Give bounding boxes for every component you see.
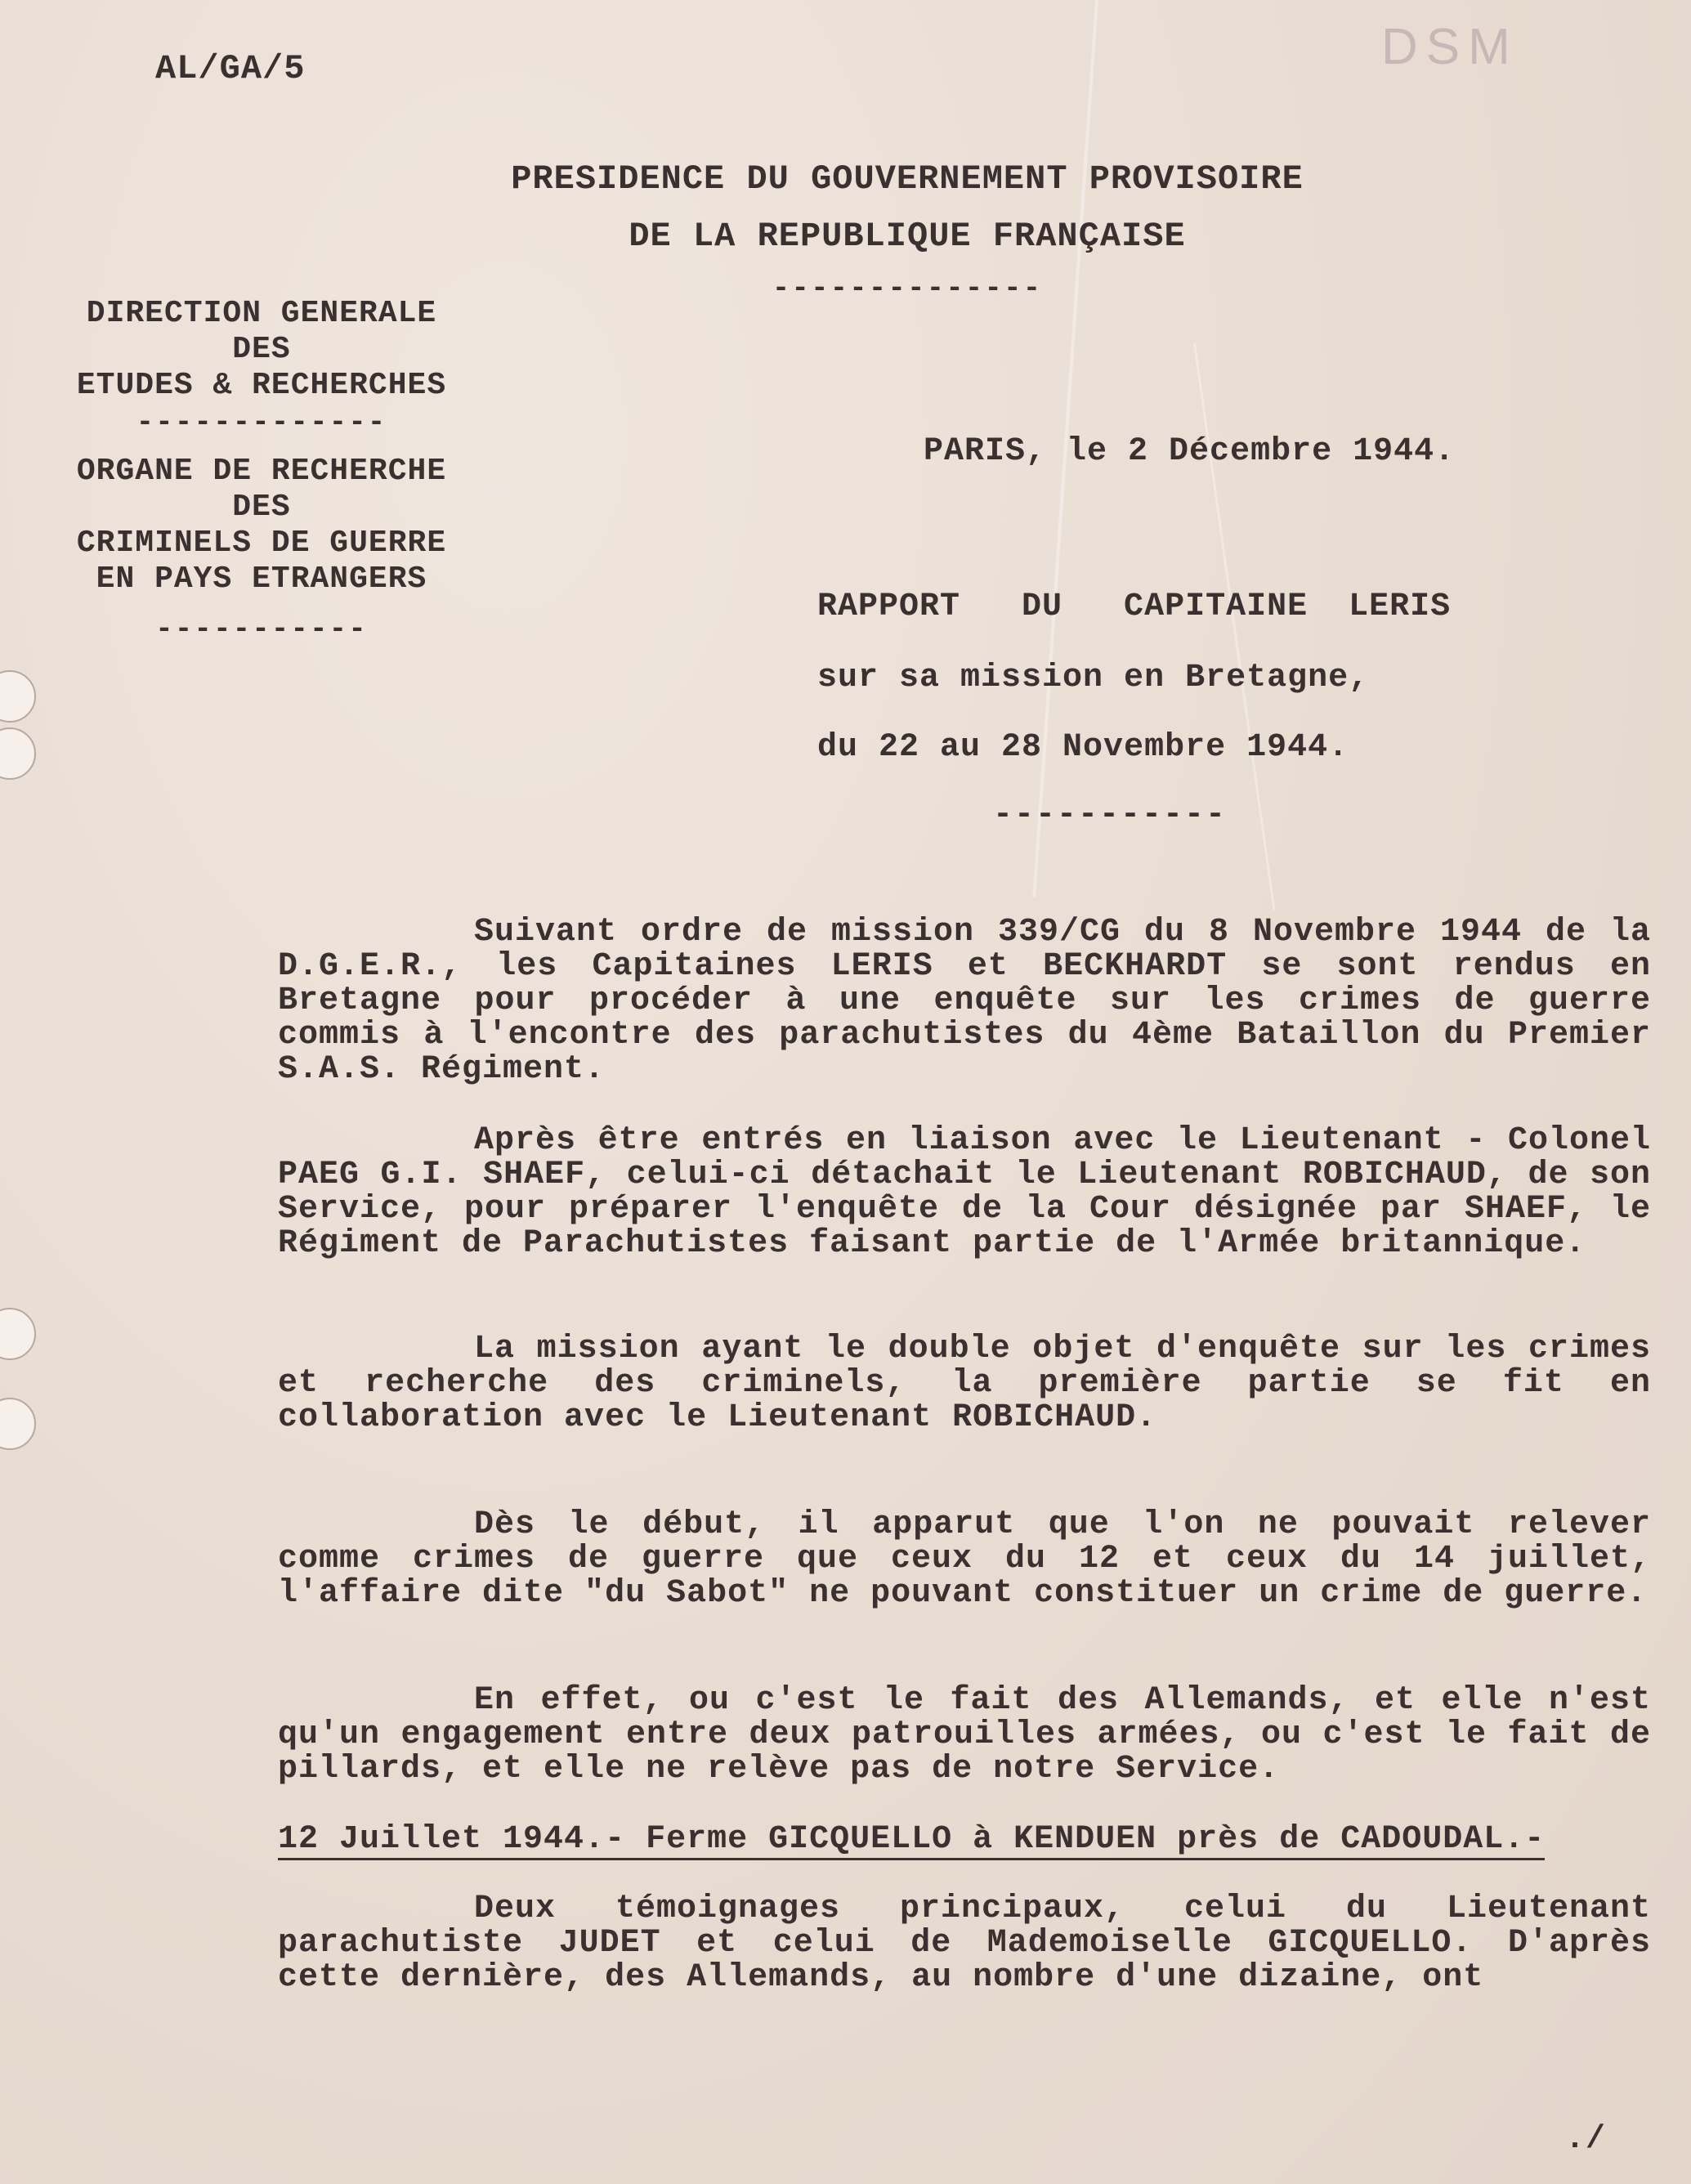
sidebar-line: CRIMINELS DE GUERRE (76, 526, 447, 561)
paragraph-5: En effet, ou c'est le fait des Allemands, et elle n'est qu'un engagement entre deux patrouilles armées, ou c'est le fait de pillards, et elle ne relève pas de notre Service. (278, 1682, 1651, 1788)
paragraph-3: La mission ayant le double objet d'enquête sur les crimes et recherche des criminels, la première partie se fit en collaboration avec le Lieutenant ROBICHAUD. (278, 1331, 1651, 1436)
paragraph-2: Après être entrés en liaison avec le Lieutenant - Colonel PAEG G.I. SHAEF, celui-ci détachait le Lieutenant ROBICHAUD, de son Service, pour préparer l'enquête de la Cour désignée par SHAEF, le Régiment de Parachutistes faisant partie de l'Armée britannique. (278, 1122, 1651, 1262)
sidebar-rule-2: ----------- (155, 612, 368, 646)
report-subtitle: sur sa mission en Bretagne, (817, 660, 1370, 696)
sidebar-line: EN PAYS ETRANGERS (96, 562, 427, 597)
punch-hole (0, 727, 36, 780)
punch-hole (0, 1308, 36, 1360)
punch-hole (0, 670, 36, 723)
page-number: ./ (1565, 2121, 1607, 2158)
header-line-1: PRESIDENCE DU GOUVERNEMENT PROVISOIRE (511, 159, 1304, 199)
report-title: RAPPORT DU CAPITAINE LERIS (817, 589, 1452, 625)
report-dates: du 22 au 28 Novembre 1944. (817, 729, 1349, 766)
header-rule: -------------- (772, 271, 1043, 305)
handwritten-initials: DSM (1381, 19, 1519, 75)
paragraph-4: Dès le début, il apparut que l'on ne pouvait relever comme crimes de guerre que ceux du 12 et ceux du 14 juillet, l'affaire dite "du Sabot" ne pouvant constituer un crime de guerre. (278, 1506, 1651, 1612)
sidebar-line: DIRECTION GENERALE (86, 296, 437, 331)
sidebar-line: ORGANE DE RECHERCHE (76, 454, 447, 489)
paragraph-1: Suivant ordre de mission 339/CG du 8 Novembre 1944 de la D.G.E.R., les Capitaines LERIS et BECKHARDT se sont rendus en Bretagne pour procéder à une enquête sur les crimes de guerre commis à l'encontre des parachutistes du 4ème Bataillon du Premier S.A.S. Régiment. (278, 914, 1651, 1088)
sidebar-block-1 (33, 296, 490, 404)
date-line: PARIS, le 2 Décembre 1944. (924, 433, 1456, 470)
sidebar-line: ETUDES & RECHERCHES (76, 368, 447, 403)
section-heading: 12 Juillet 1944.- Ferme GICQUELLO à KENDUEN près de CADOUDAL.- (278, 1821, 1545, 1858)
sidebar-line: DES (232, 490, 291, 525)
sidebar-rule-1: ------------- (136, 405, 387, 439)
punch-hole (0, 1398, 36, 1450)
sidebar-block-2 (33, 454, 490, 597)
document-reference: AL/GA/5 (155, 49, 306, 88)
paragraph-6: Deux témoignages principaux, celui du Lieutenant parachutiste JUDET et celui de Mademoiselle GICQUELLO. D'après cette dernière, des Allemands, au nombre d'une dizaine, ont (278, 1891, 1651, 1996)
header-line-2: DE LA REPUBLIQUE FRANÇAISE (629, 217, 1186, 256)
sidebar-line: DES (232, 332, 291, 367)
report-rule: ----------- (993, 797, 1228, 834)
